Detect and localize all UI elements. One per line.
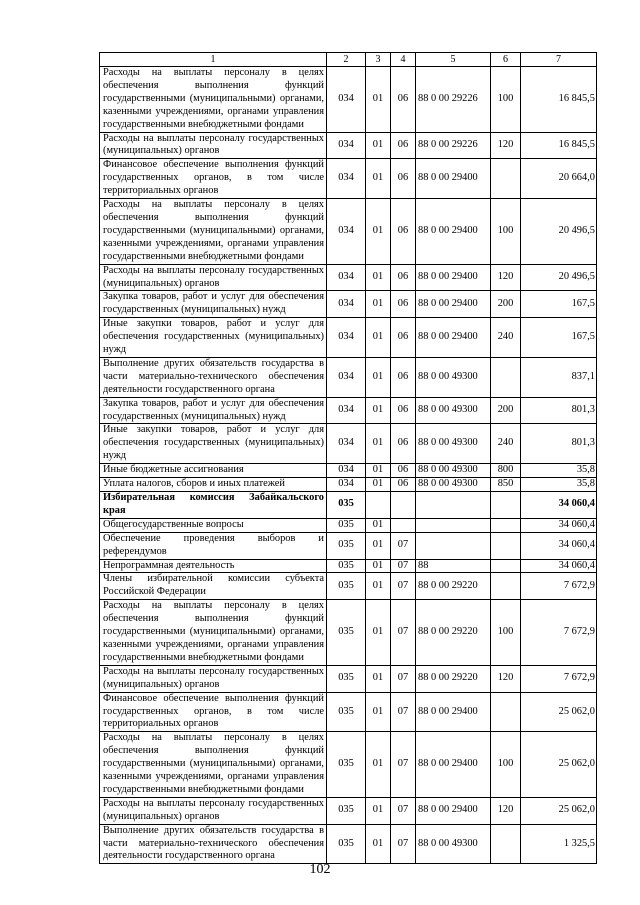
section-code: 01: [366, 291, 391, 318]
table-row: [100, 159, 597, 199]
amount-value: 167,5: [521, 318, 597, 358]
section-code: 01: [366, 67, 391, 133]
target-article-code: 88 0 00 29226: [416, 132, 491, 159]
row-description: Общегосударственные вопросы: [100, 518, 327, 532]
subsection-code: 06: [391, 464, 416, 478]
ministry-code: 035: [327, 732, 366, 798]
table-row: [100, 532, 597, 559]
target-article-code: 88 0 00 49300: [416, 357, 491, 397]
section-code: 01: [366, 397, 391, 424]
amount-value: 20 496,5: [521, 264, 597, 291]
target-article-code: 88: [416, 559, 491, 573]
ministry-code: 034: [327, 291, 366, 318]
expense-type-code: 100: [491, 199, 521, 265]
row-description: Выполнение других обязательств государства в части материально-технического обеспечения деятельности государственного органа: [100, 357, 327, 397]
amount-value: 7 672,9: [521, 600, 597, 666]
table-row: [100, 732, 597, 798]
section-code: 01: [366, 318, 391, 358]
expense-type-code: 240: [491, 318, 521, 358]
amount-value: 801,3: [521, 424, 597, 464]
expense-type-code: 120: [491, 665, 521, 692]
amount-value: 34 060,4: [521, 492, 597, 519]
row-description: Закупка товаров, работ и услуг для обеспечения государственных (муниципальных) нужд: [100, 291, 327, 318]
amount-value: 34 060,4: [521, 559, 597, 573]
table-row: [100, 132, 597, 159]
section-code: 01: [366, 518, 391, 532]
section-code: 01: [366, 199, 391, 265]
subsection-code: 07: [391, 532, 416, 559]
subsection-code: 06: [391, 199, 416, 265]
ministry-code: 034: [327, 132, 366, 159]
target-article-code: [416, 492, 491, 519]
row-description: Иные закупки товаров, работ и услуг для обеспечения государственных (муниципальных) нужд: [100, 318, 327, 358]
ministry-code: 034: [327, 264, 366, 291]
row-description: Избирательная комиссия Забайкальского края: [100, 492, 327, 519]
expense-type-code: [491, 492, 521, 519]
table-row: [100, 824, 597, 864]
section-code: 01: [366, 357, 391, 397]
amount-value: 16 845,5: [521, 67, 597, 133]
table-body: [100, 53, 597, 864]
row-description: Закупка товаров, работ и услуг для обеспечения государственных (муниципальных) нужд: [100, 397, 327, 424]
subsection-code: 06: [391, 424, 416, 464]
target-article-code: 88 0 00 29400: [416, 291, 491, 318]
table-row: [100, 518, 597, 532]
target-article-code: [416, 518, 491, 532]
ministry-code: 034: [327, 159, 366, 199]
amount-value: 25 062,0: [521, 732, 597, 798]
ministry-code: 034: [327, 478, 366, 492]
section-code: 01: [366, 159, 391, 199]
section-code: 01: [366, 732, 391, 798]
row-description: Финансовое обеспечение выполнения функций государственных органов, в том числе территориальных органов: [100, 159, 327, 199]
target-article-code: [416, 532, 491, 559]
header-cell-3: 3: [366, 53, 391, 67]
subsection-code: 06: [391, 291, 416, 318]
amount-value: 167,5: [521, 291, 597, 318]
subsection-code: 06: [391, 159, 416, 199]
amount-value: 20 664,0: [521, 159, 597, 199]
expense-type-code: 240: [491, 424, 521, 464]
row-description: Расходы на выплаты персоналу государственных (муниципальных) органов: [100, 797, 327, 824]
subsection-code: 07: [391, 824, 416, 864]
row-description: Расходы на выплаты персоналу государственных (муниципальных) органов: [100, 264, 327, 291]
table-row: [100, 424, 597, 464]
subsection-code: 06: [391, 318, 416, 358]
ministry-code: 035: [327, 692, 366, 732]
target-article-code: 88 0 00 29220: [416, 600, 491, 666]
header-cell-1: 1: [100, 53, 327, 67]
ministry-code: 035: [327, 824, 366, 864]
subsection-code: [391, 518, 416, 532]
subsection-code: 06: [391, 397, 416, 424]
expense-type-code: [491, 518, 521, 532]
ministry-code: 034: [327, 199, 366, 265]
amount-value: 25 062,0: [521, 797, 597, 824]
amount-value: 20 496,5: [521, 199, 597, 265]
table-row: [100, 600, 597, 666]
amount-value: 34 060,4: [521, 518, 597, 532]
expense-type-code: 100: [491, 600, 521, 666]
table-row: [100, 318, 597, 358]
header-cell-7: 7: [521, 53, 597, 67]
table-row: [100, 559, 597, 573]
header-cell-5: 5: [416, 53, 491, 67]
ministry-code: 035: [327, 573, 366, 600]
row-description: Расходы на выплаты персоналу государственных (муниципальных) органов: [100, 132, 327, 159]
row-description: Расходы на выплаты персоналу в целях обеспечения выполнения функций государственными (муниципальными) органами, казенными учреждениями, органами управления государственными внебюджетными фондами: [100, 732, 327, 798]
amount-value: 35,8: [521, 478, 597, 492]
row-description: Выполнение других обязательств государства в части материально-технического обеспечения деятельности государственного органа: [100, 824, 327, 864]
ministry-code: 035: [327, 665, 366, 692]
subsection-code: [391, 492, 416, 519]
amount-value: 16 845,5: [521, 132, 597, 159]
header-cell-2: 2: [327, 53, 366, 67]
section-code: 01: [366, 600, 391, 666]
section-code: 01: [366, 573, 391, 600]
header-cell-4: 4: [391, 53, 416, 67]
row-description: Иные закупки товаров, работ и услуг для обеспечения государственных (муниципальных) нужд: [100, 424, 327, 464]
table-row: [100, 291, 597, 318]
section-code: 01: [366, 692, 391, 732]
target-article-code: 88 0 00 29400: [416, 797, 491, 824]
amount-value: 35,8: [521, 464, 597, 478]
section-code: 01: [366, 424, 391, 464]
table-row: [100, 464, 597, 478]
row-description: Расходы на выплаты персоналу в целях обеспечения выполнения функций государственными (муниципальными) органами, казенными учреждениями, органами управления государственными внебюджетными фондами: [100, 600, 327, 666]
ministry-code: 034: [327, 357, 366, 397]
section-code: 01: [366, 132, 391, 159]
amount-value: 1 325,5: [521, 824, 597, 864]
target-article-code: 88 0 00 49300: [416, 464, 491, 478]
subsection-code: 07: [391, 665, 416, 692]
table-row: [100, 665, 597, 692]
expense-type-code: 200: [491, 291, 521, 318]
subsection-code: 06: [391, 67, 416, 133]
table-row: [100, 67, 597, 133]
table-row: [100, 573, 597, 600]
amount-value: 837,1: [521, 357, 597, 397]
section-code: 01: [366, 478, 391, 492]
expense-type-code: 100: [491, 732, 521, 798]
table-row: [100, 264, 597, 291]
table-row: [100, 492, 597, 519]
row-description: Расходы на выплаты персоналу в целях обеспечения выполнения функций государственными (муниципальными) органами, казенными учреждениями, органами управления государственными внебюджетными фондами: [100, 67, 327, 133]
row-description: Члены избирательной комиссии субъекта Российской Федерации: [100, 573, 327, 600]
expense-type-code: [491, 159, 521, 199]
table-row: [100, 397, 597, 424]
ministry-code: 034: [327, 318, 366, 358]
ministry-code: 034: [327, 397, 366, 424]
section-code: 01: [366, 264, 391, 291]
subsection-code: 07: [391, 573, 416, 600]
ministry-code: 034: [327, 424, 366, 464]
row-description: Непрограммная деятельность: [100, 559, 327, 573]
target-article-code: 88 0 00 29226: [416, 67, 491, 133]
ministry-code: 035: [327, 600, 366, 666]
table-row: [100, 199, 597, 265]
table-row: [100, 797, 597, 824]
subsection-code: 07: [391, 732, 416, 798]
header-cell-6: 6: [491, 53, 521, 67]
ministry-code: 035: [327, 559, 366, 573]
target-article-code: 88 0 00 29220: [416, 573, 491, 600]
subsection-code: 06: [391, 132, 416, 159]
amount-value: 34 060,4: [521, 532, 597, 559]
target-article-code: 88 0 00 29400: [416, 159, 491, 199]
subsection-code: 07: [391, 692, 416, 732]
expense-type-code: 200: [491, 397, 521, 424]
section-code: 01: [366, 559, 391, 573]
expense-type-code: [491, 532, 521, 559]
section-code: [366, 492, 391, 519]
amount-value: 25 062,0: [521, 692, 597, 732]
page-number: 102: [309, 862, 331, 877]
row-description: Иные бюджетные ассигнования: [100, 464, 327, 478]
ministry-code: 035: [327, 492, 366, 519]
ministry-code: 035: [327, 797, 366, 824]
expense-type-code: 120: [491, 797, 521, 824]
table-row: [100, 478, 597, 492]
ministry-code: 034: [327, 67, 366, 133]
section-code: 01: [366, 797, 391, 824]
expense-type-code: 120: [491, 264, 521, 291]
target-article-code: 88 0 00 49300: [416, 397, 491, 424]
expense-type-code: [491, 559, 521, 573]
target-article-code: 88 0 00 49300: [416, 424, 491, 464]
amount-value: 801,3: [521, 397, 597, 424]
table-row: [100, 692, 597, 732]
section-code: 01: [366, 532, 391, 559]
expense-type-code: [491, 357, 521, 397]
row-description: Финансовое обеспечение выполнения функций государственных органов, в том числе территориальных органов: [100, 692, 327, 732]
target-article-code: 88 0 00 29220: [416, 665, 491, 692]
section-code: 01: [366, 824, 391, 864]
ministry-code: 035: [327, 532, 366, 559]
expense-type-code: [491, 824, 521, 864]
section-code: 01: [366, 665, 391, 692]
target-article-code: 88 0 00 29400: [416, 264, 491, 291]
target-article-code: 88 0 00 29400: [416, 692, 491, 732]
expense-type-code: 800: [491, 464, 521, 478]
ministry-code: 034: [327, 464, 366, 478]
row-description: Уплата налогов, сборов и иных платежей: [100, 478, 327, 492]
subsection-code: 06: [391, 357, 416, 397]
target-article-code: 88 0 00 49300: [416, 478, 491, 492]
row-description: Расходы на выплаты персоналу государственных (муниципальных) органов: [100, 665, 327, 692]
subsection-code: 06: [391, 264, 416, 291]
amount-value: 7 672,9: [521, 573, 597, 600]
budget-table: [99, 52, 597, 864]
target-article-code: 88 0 00 49300: [416, 824, 491, 864]
table-row: [100, 357, 597, 397]
target-article-code: 88 0 00 29400: [416, 318, 491, 358]
subsection-code: 06: [391, 478, 416, 492]
expense-type-code: 120: [491, 132, 521, 159]
row-description: Расходы на выплаты персоналу в целях обеспечения выполнения функций государственными (муниципальными) органами, казенными учреждениями, органами управления государственными внебюджетными фондами: [100, 199, 327, 265]
subsection-code: 07: [391, 797, 416, 824]
expense-type-code: 850: [491, 478, 521, 492]
expense-type-code: [491, 573, 521, 600]
target-article-code: 88 0 00 29400: [416, 199, 491, 265]
subsection-code: 07: [391, 600, 416, 666]
subsection-code: 07: [391, 559, 416, 573]
target-article-code: 88 0 00 29400: [416, 732, 491, 798]
header-row: [100, 53, 597, 67]
expense-type-code: [491, 692, 521, 732]
row-description: Обеспечение проведения выборов и референдумов: [100, 532, 327, 559]
expense-type-code: 100: [491, 67, 521, 133]
ministry-code: 035: [327, 518, 366, 532]
amount-value: 7 672,9: [521, 665, 597, 692]
section-code: 01: [366, 464, 391, 478]
